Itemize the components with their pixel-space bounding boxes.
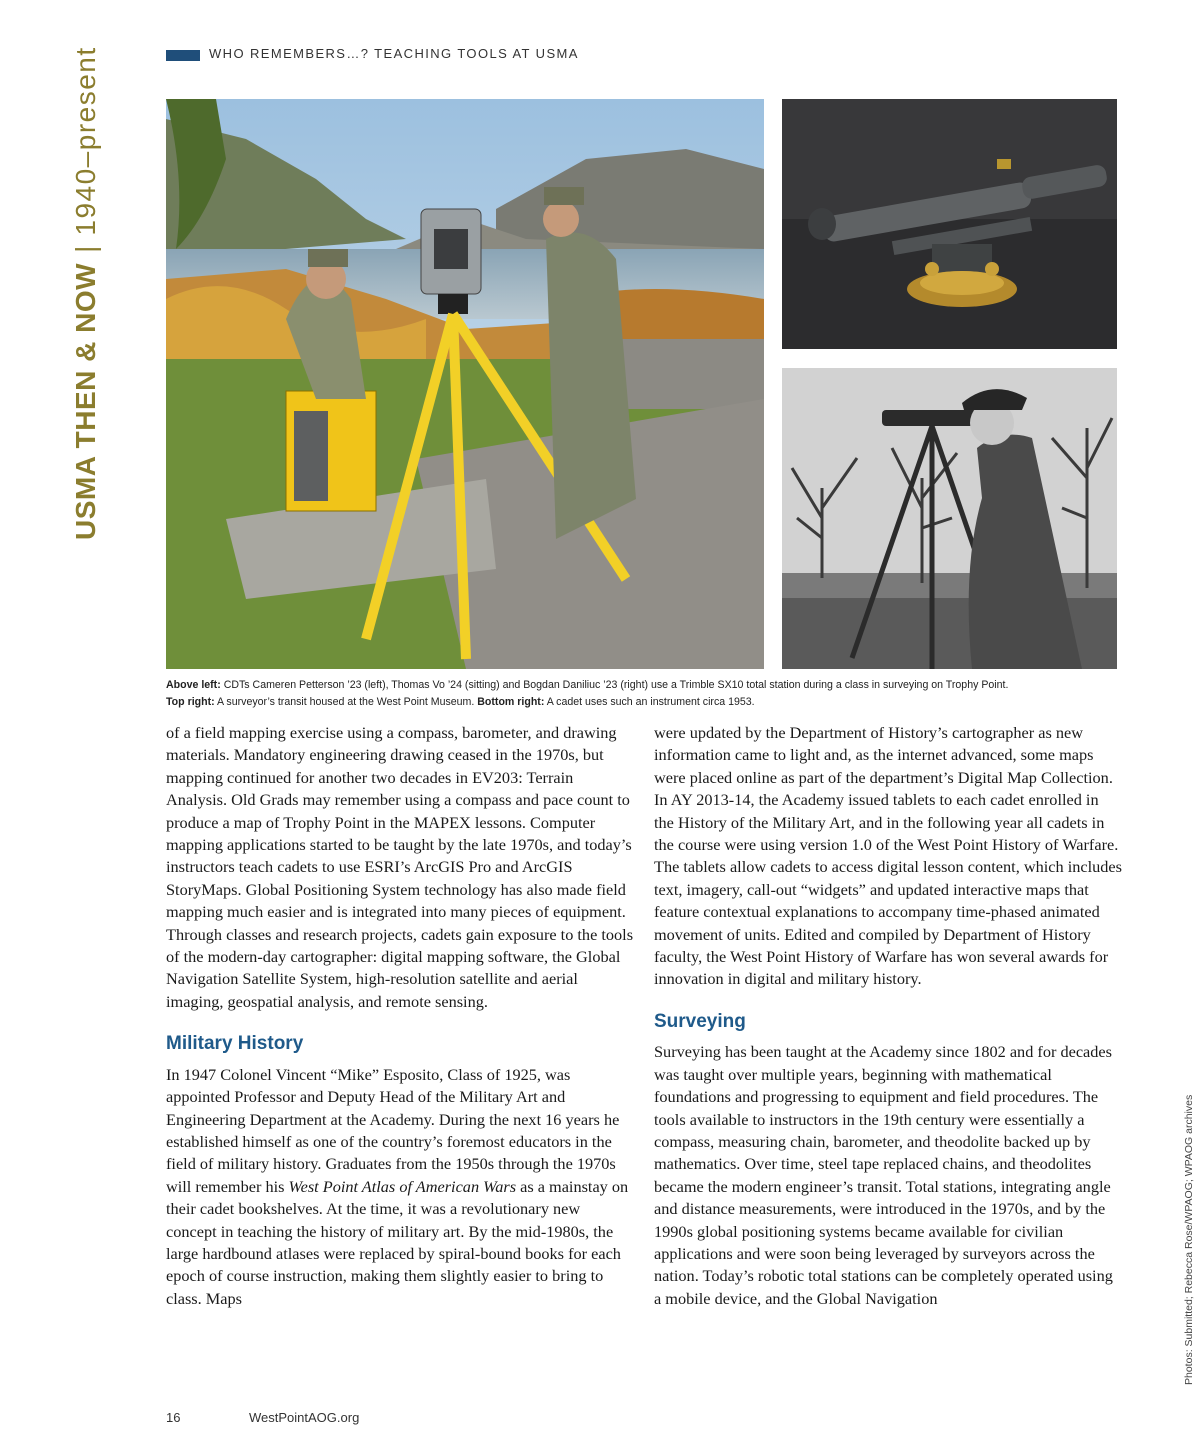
left-column [166, 722, 634, 1310]
top-right-photo [782, 99, 1117, 349]
side-label-separator: | [70, 245, 101, 253]
top-right-photo-image [782, 99, 1117, 349]
bottom-right-photo [782, 368, 1117, 669]
caption-text-bottom-right: A cadet uses such an instrument circa 1953. [546, 696, 755, 708]
bottom-right-photo-image [782, 368, 1117, 669]
side-label-main: USMA THEN & NOW [70, 262, 101, 540]
side-label-period: 1940–present [70, 46, 101, 236]
paragraph-military-history [166, 1064, 634, 1310]
side-label [64, 46, 108, 540]
caption-label-above-left: Above left: [166, 679, 221, 691]
section-title: WHO REMEMBERS…? TEACHING TOOLS AT USMA [209, 46, 579, 61]
caption-label-bottom-right: Bottom right: [477, 696, 545, 708]
heading-military-history: Military History [166, 1033, 304, 1055]
website-link[interactable]: WestPointAOG.org [249, 1410, 360, 1425]
right-column [654, 722, 1122, 1310]
main-photo-image [166, 99, 764, 669]
paragraph-field-mapping: of a field mapping exercise using a compass, barometer, and drawing materials. Mandatory engineering drawing ceased in the 1970s, but mapping continued for another two decades in EV203: Terrain Analysis. Old Grads may remember using a compass and pace count to produce a map of Trophy Point in the MAPEX lessons. Computer mapping applications started to be taught by the late 1970s, and today’s instructors teach cadets to use ESRI’s ArcGIS Pro and ArcGIS StoryMaps. Global Positioning System technology has also made field mapping much easier and is integrated into many pieces of equipment. Through classes and research projects, cadets gain exposure to the tools of the modern-day cartographer: digital mapping software, the Global Navigation Satellite System, high-resolution satellite and aerial imaging, geospatial analysis, and remote sensing. [166, 723, 634, 1011]
page-number: 16 [166, 1410, 181, 1425]
header-accent-bar [166, 50, 200, 61]
photo-caption [166, 677, 1126, 711]
paragraph-digital-history: were updated by the Department of History’s cartographer as new information came to light and, as the internet advanced, some maps were placed online as part of the department’s Digital Map Collection. In AY 2013-14, the Academy issued tablets to each cadet enrolled in the History of the Military Art, and in the following year all cadets in the course were using version 1.0 of the West Point History of Warfare. The tablets allow cadets to access digital lesson content, which includes text, imagery, call-out “widgets” and updated interactive maps that feature contextual explanations to accompany time-phased animated movement of units. Edited and compiled by Department of History faculty, the West Point History of Warfare has won several awards for innovation in digital and military history. [654, 723, 1122, 989]
main-photo [166, 99, 764, 669]
paragraph-surveying: Surveying has been taught at the Academy since 1802 and for decades was taught over multiple years, beginning with mathematical foundations and progressing to equipment and field procedures. The tools available to instructors in the 19th century were essentially a compass, measuring chain, barometer, and theodolite backed up by mathematics. Over time, steel tape replaced chains, and theodolites became the modern engineer’s transit. Total stations, integrating angle and distance measurements, were introduced in the 1970s, and by the 1990s global positioning systems became available for civilian applications and were soon being leveraged by surveyors across the nation. Today’s robotic total stations can be completely operated using a mobile device, and the Global Navigation [654, 1042, 1113, 1308]
caption-text-above-left: CDTs Cameren Petterson ’23 (left), Thomas Vo ’24 (sitting) and Bogdan Daniliuc ’23 (right) use a Trimble SX10 total station during a class in surveying on Trophy Point. [223, 679, 1009, 691]
atlas-title: West Point Atlas of American Wars [288, 1176, 517, 1196]
heading-surveying: Surveying [654, 1010, 746, 1032]
caption-text-top-right: A surveyor’s transit housed at the West Point Museum. [217, 696, 475, 708]
paragraph-text-part-1: In 1947 Colonel Vincent “Mike” Esposito, Class of 1925, was appointed Professor and Deputy Head of the Military Art and Engineering Department at the Academy. During the next 16 years he established himself as one of the country’s foremost educators in the field of military history. Graduates from the 1950s through the 1970s will remember his [166, 1064, 620, 1196]
paragraph-text-part-2: as a mainstay on their cadet bookshelves. At the time, it was a revolutionary new concept in teaching the history of military art. By the mid-1980s, the large hardbound atlases were replaced by spiral-bound books for each epoch of course instruction, making them slightly easier to bring to class. Maps [166, 1176, 629, 1308]
photo-credit: Photos: Submitted; Rebecca Rose/WPAOG; WPAOG archives [1183, 1094, 1195, 1385]
caption-label-top-right: Top right: [166, 696, 215, 708]
